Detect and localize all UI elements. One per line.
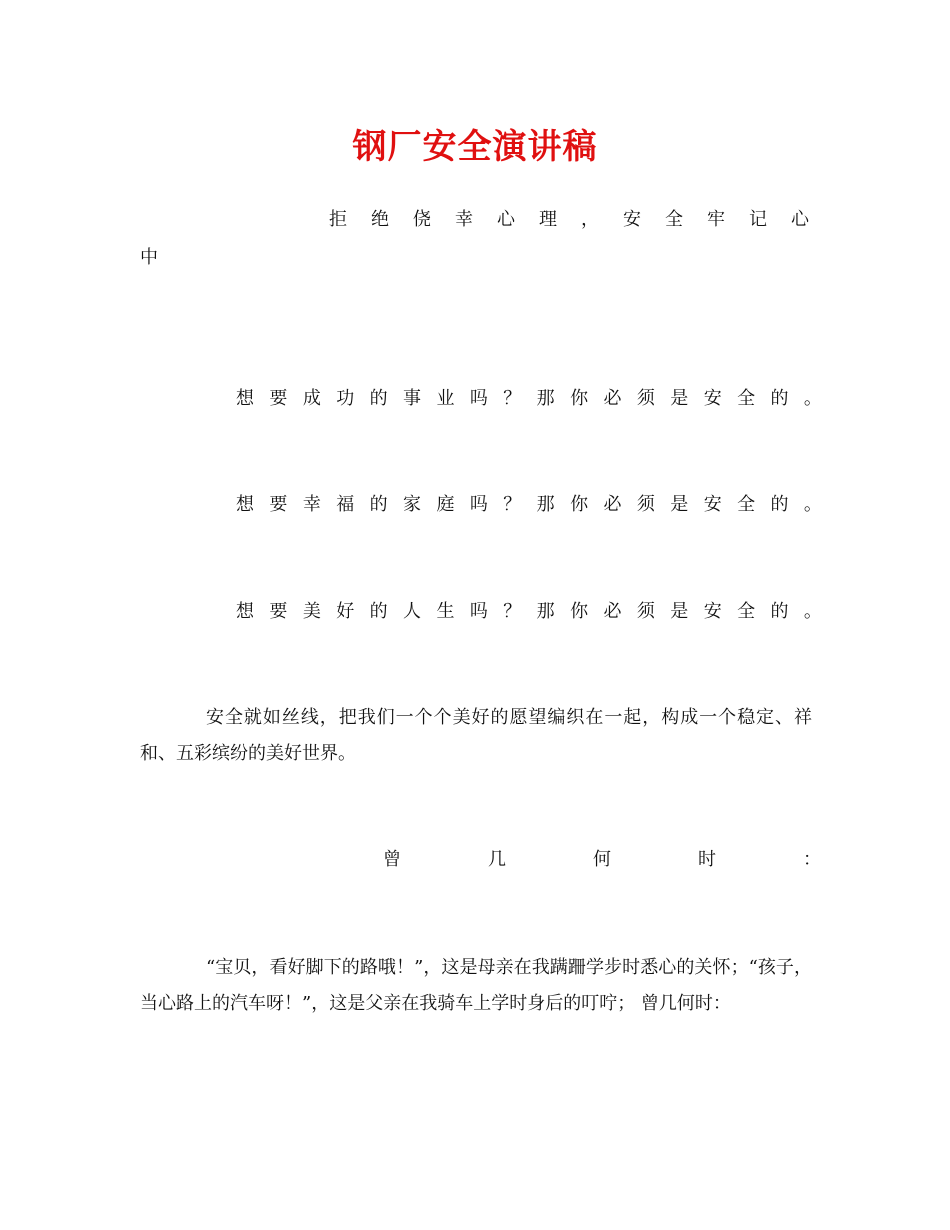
char: ？: [503, 494, 522, 515]
char: 家: [403, 494, 422, 515]
char: 业: [436, 388, 455, 409]
char: 全: [665, 209, 683, 230]
char: 要: [269, 601, 288, 622]
char: 安: [703, 494, 722, 515]
char: 须: [636, 494, 655, 515]
char: 必: [603, 494, 622, 515]
char: 必: [603, 388, 622, 409]
char: 的: [770, 601, 789, 622]
document-title: 钢厂安全演讲稿: [352, 127, 598, 167]
char: 全: [737, 601, 756, 622]
char: 的: [770, 494, 789, 515]
char: 全: [737, 494, 756, 515]
char: 。: [803, 601, 822, 622]
char: 要: [269, 388, 288, 409]
char: 的: [369, 494, 388, 515]
char: 安: [703, 388, 722, 409]
char: 福: [336, 494, 355, 515]
char: 。: [803, 388, 822, 409]
char: 侥: [413, 209, 431, 230]
char: 必: [603, 601, 622, 622]
slogan-line-1: [236, 387, 822, 411]
char: 安: [703, 601, 722, 622]
char: 记: [749, 209, 767, 230]
char: 人: [403, 601, 422, 622]
char: 曾: [383, 849, 401, 870]
char: 心: [497, 209, 515, 230]
char: 拒: [329, 209, 347, 230]
char: 何: [593, 849, 611, 870]
char: 吗: [469, 388, 488, 409]
char: 须: [636, 601, 655, 622]
char: 你: [570, 494, 589, 515]
paragraph-2: “宝贝，看好脚下的路哦！”，这是母亲在我蹒跚学步时悉心的关怀；“孩子，当心路上的汽车呀！”，这是父亲在我骑车上学时身后的叮咛； 曾几何时：: [140, 957, 812, 1014]
char: 是: [670, 388, 689, 409]
char: 安: [623, 209, 641, 230]
char: 幸: [455, 209, 473, 230]
char: 好: [336, 601, 355, 622]
slogan-line-3: [236, 600, 822, 624]
char: 时: [698, 849, 716, 870]
char: ？: [503, 388, 522, 409]
char: 牢: [707, 209, 725, 230]
char: 全: [737, 388, 756, 409]
char: 是: [670, 494, 689, 515]
char: 绝: [371, 209, 389, 230]
char: 那: [536, 601, 555, 622]
char: 吗: [469, 494, 488, 515]
char: 幸: [302, 494, 321, 515]
char: 要: [269, 494, 288, 515]
slogan-line-2: [236, 493, 822, 517]
char: 生: [436, 601, 455, 622]
char: 的: [770, 388, 789, 409]
char: 理: [539, 209, 557, 230]
char: 想: [236, 601, 254, 622]
char: 的: [369, 601, 388, 622]
char: 吗: [469, 601, 488, 622]
char: ？: [503, 601, 522, 622]
char: 的: [369, 388, 388, 409]
char: 。: [803, 494, 822, 515]
char: 是: [670, 601, 689, 622]
char: 美: [302, 601, 321, 622]
char: 想: [236, 494, 254, 515]
char: 你: [570, 388, 589, 409]
heading-2: [383, 848, 821, 872]
char: ，: [581, 209, 599, 230]
char: 几: [488, 849, 506, 870]
char: 功: [336, 388, 355, 409]
char: 那: [536, 494, 555, 515]
char: 成: [302, 388, 321, 409]
subtitle-wrap: 中: [140, 247, 158, 268]
paragraph-1: 安全就如丝线，把我们一个个美好的愿望编织在一起，构成一个稳定、祥和、五彩缤纷的美好世界。: [140, 707, 812, 764]
char: 须: [636, 388, 655, 409]
char: 那: [536, 388, 555, 409]
char: 心: [791, 209, 809, 230]
char: 想: [236, 388, 254, 409]
char: 庭: [436, 494, 455, 515]
subtitle-line: [329, 208, 809, 232]
char: ：: [803, 849, 821, 870]
char: 事: [403, 388, 422, 409]
char: 你: [570, 601, 589, 622]
